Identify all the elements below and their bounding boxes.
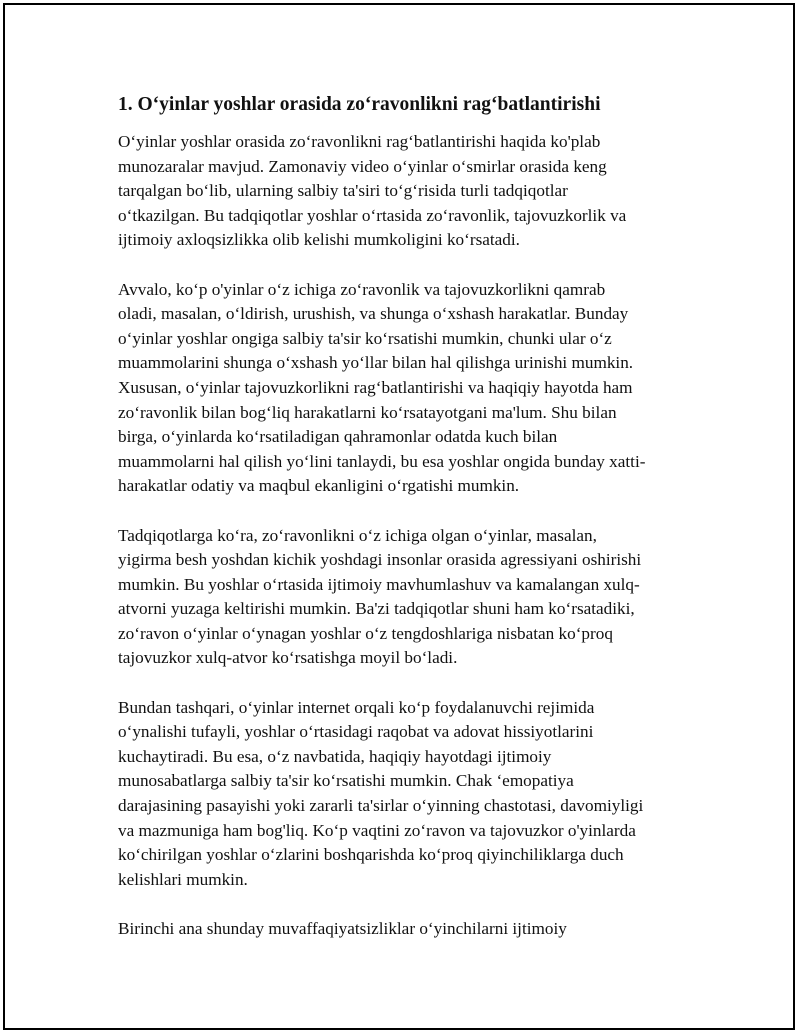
paragraph-4: Bundan tashqari, o‘yinlar internet orqali ko‘p foydalanuvchi rejimida o‘ynalishi tufayli, yoshlar o‘rtasidagi raqobat va adovat hissiyotlarini kuchaytiradi. Bu esa, o‘z navbatida, haqiqiy hayotdagi ijtimoiy munosabatlarga salbiy ta'sir ko‘rsatishi mumkin. Chak ‘emopatiya darajasining pasayishi yoki zararli ta'sirlar o‘yinning chastotasi, davomiyligi va mazmuniga ham bog'liq. Ko‘p vaqtini zo‘ravon va tajovuzkor o'yinlarda ko‘chirilgan yoshlar o‘zlarini boshqarishda ko‘proq qiyinchiliklarga duch kelishlari mumkin. (118, 697, 644, 889)
document-body (118, 92, 688, 942)
section-heading: 1. O‘yinlar yoshlar orasida zo‘ravonlikni rag‘batlantirishi (118, 94, 601, 115)
paragraph-1: O‘yinlar yoshlar orasida zo‘ravonlikni rag‘batlantirishi haqida ko'plab munozaralar mavjud. Zamonaviy video o‘yinlar o‘smirlar orasida keng tarqalgan bo‘lib, ularning salbiy ta'siri to‘g‘risida turli tadqiqotlar o‘tkazilgan. Bu tadqiqotlar yoshlar o‘rtasida zo‘ravonlik, tajovuzkorlik va ijtimoiy axloqsizlikka olib kelishi mumkoligini ko‘rsatadi. (118, 132, 627, 250)
paragraph-2: Avvalo, ko‘p o'yinlar o‘z ichiga zo‘ravonlik va tajovuzkorlikni qamrab oladi, masalan, o‘ldirish, urushish, va shunga o‘xshash harakatlar. Bunday o‘yinlar yoshlar ongiga salbiy ta'sir ko‘rsatishi mumkin, chunki ular o‘z muammolarini shunga o‘xshash yo‘llar bilan hal qilishga urinishi mumkin. Xususan, o‘yinlar tajovuzkorlikni rag‘batlantirishi va haqiqiy hayotda ham zo‘ravonlik bilan bog‘liq harakatlarni ko‘rsatayotgani ma'lum. Shu bilan birga, o‘yinlarda ko‘rsatiladigan qahramonlar odatda kuch bilan muammolarni hal qilish yo‘lini tanlaydi, bu esa yoshlar ongida bunday xatti- harakatlar odatiy va maqbul ekanligini o‘rgatishi mumkin. (118, 279, 646, 496)
paragraph-3: Tadqiqotlarga ko‘ra, zo‘ravonlikni o‘z ichiga olgan o‘yinlar, masalan, yigirma besh yoshdan kichik yoshdagi insonlar orasida agressiyani oshirishi mumkin. Bu yoshlar o‘rtasida ijtimoiy mavhumlashuv va kamalangan xulq- atvorni yuzaga keltirishi mumkin. Ba'zi tadqiqotlar shuni ham ko‘rsatadiki, zo‘ravon o‘yinlar o‘ynagan yoshlar o‘z tengdoshlariga nisbatan ko‘proq tajovuzkor xulq-atvor ko‘rsatishga moyil bo‘ladi. (118, 525, 642, 668)
paragraph-5: Birinchi ana shunday muvaffaqiyatsizliklar o‘yinchilarni ijtimoiy (118, 919, 567, 938)
